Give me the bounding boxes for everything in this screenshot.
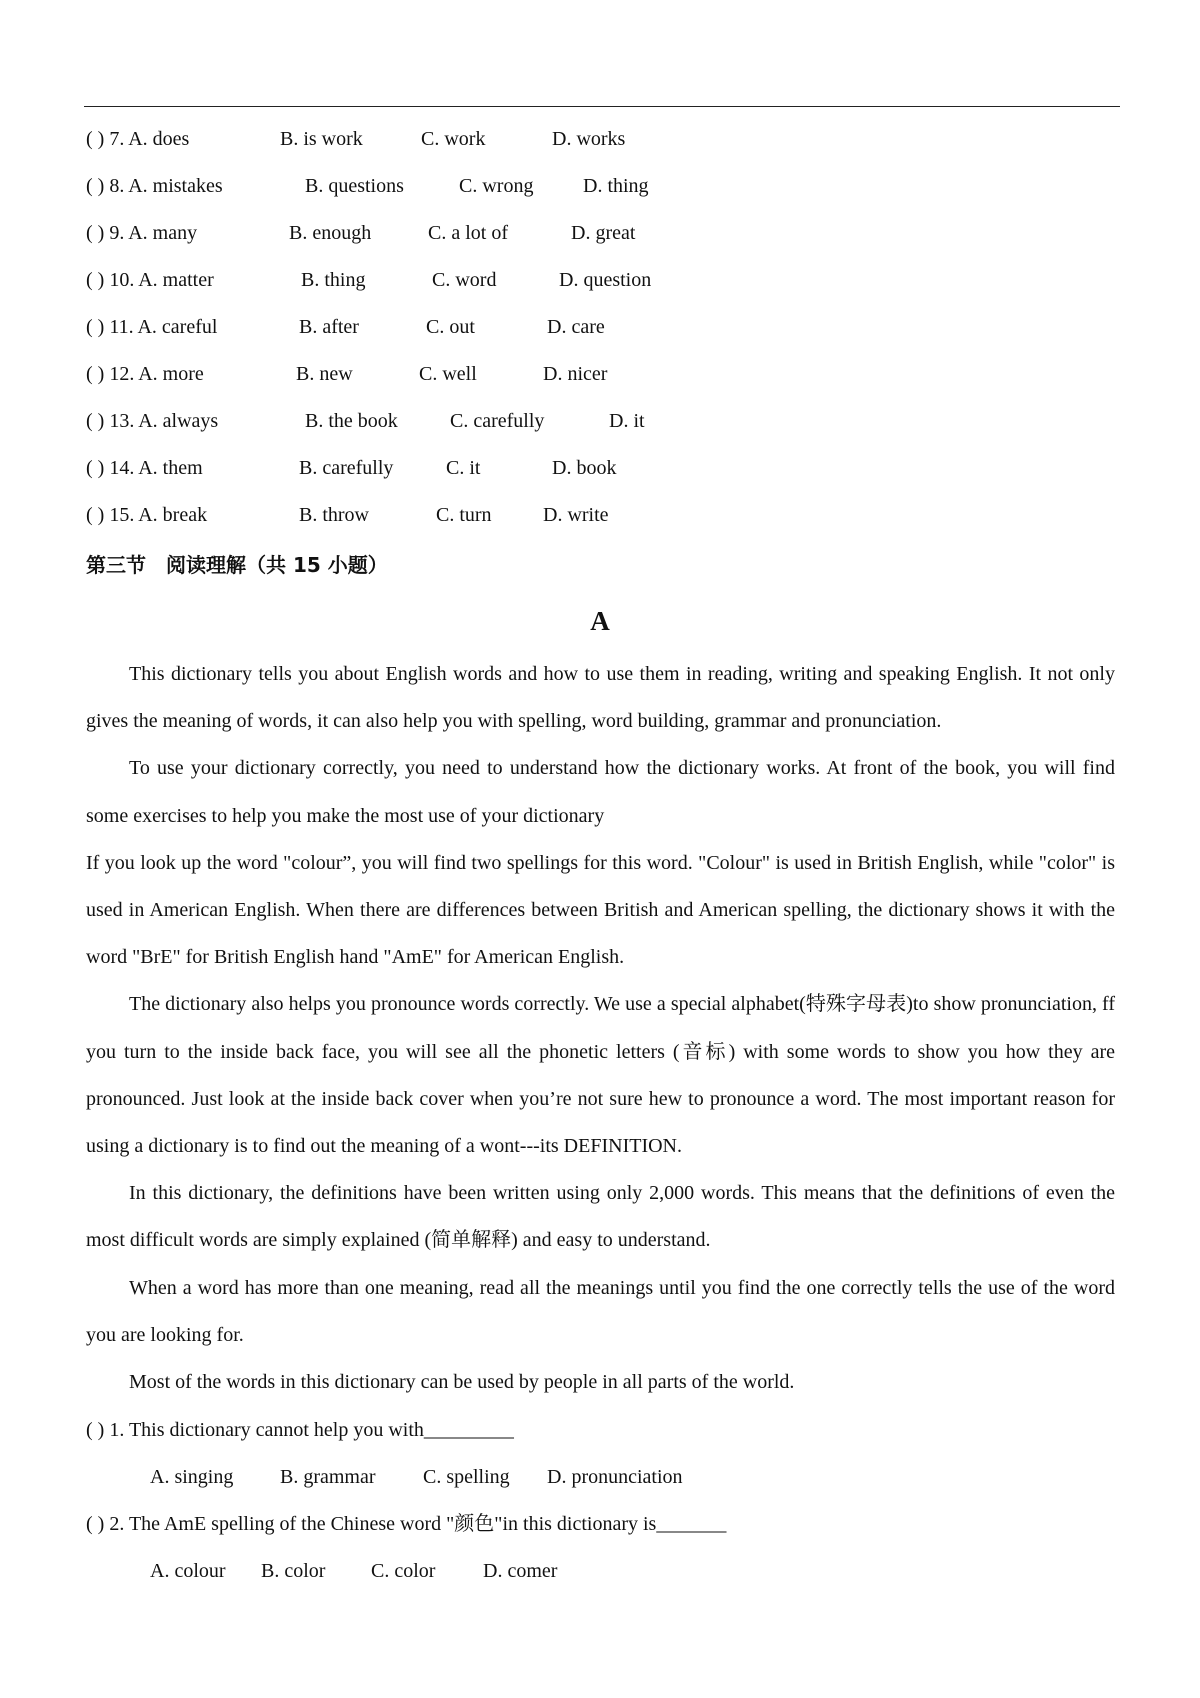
cloze-option-d: D. question <box>559 269 652 291</box>
cloze-stem: ( ) 14. A. them <box>86 457 203 479</box>
reading-passage <box>86 651 1115 1406</box>
passage-paragraph: Most of the words in this dictionary can be used by people in all parts of the world. <box>129 1371 795 1394</box>
cloze-stem: ( ) 11. A. careful <box>86 316 218 338</box>
cloze-stem: ( ) 8. A. mistakes <box>86 175 223 197</box>
cloze-option-d: D. book <box>552 457 617 479</box>
passage-paragraph: When a word has more than one meaning, read all the meanings until you find the one correctly tells the use of the word you are looking for. <box>86 1276 1115 1346</box>
option-c: C. color <box>371 1560 436 1582</box>
cloze-stem: ( ) 7. A. does <box>86 128 190 150</box>
passage-title: A <box>590 606 610 636</box>
option-d: D. pronunciation <box>547 1466 683 1488</box>
reading-question-1-stem: ( ) 1. This dictionary cannot help you with_________ <box>86 1419 514 1441</box>
cloze-stem: ( ) 13. A. always <box>86 410 219 432</box>
cloze-option-c: C. work <box>421 128 486 150</box>
cloze-option-c: C. it <box>446 457 481 479</box>
cloze-option-c: C. a lot of <box>428 222 508 244</box>
cloze-option-b: B. after <box>299 316 359 338</box>
cloze-stem: ( ) 12. A. more <box>86 363 204 385</box>
cloze-option-b: B. enough <box>289 222 372 244</box>
option-a: A. singing <box>150 1466 234 1488</box>
cloze-option-c: C. wrong <box>459 175 534 197</box>
cloze-stem: ( ) 15. A. break <box>86 504 208 526</box>
cloze-option-c: C. out <box>426 316 475 338</box>
cloze-option-b: B. is work <box>280 128 363 150</box>
option-b: B. grammar <box>280 1466 376 1488</box>
reading-question-2-stem: ( ) 2. The AmE spelling of the Chinese word "颜色"in this dictionary is_______ <box>86 1513 727 1535</box>
cloze-option-d: D. nicer <box>543 363 608 385</box>
cloze-option-d: D. care <box>547 316 605 338</box>
cloze-option-b: B. throw <box>299 504 369 526</box>
section-heading: 第三节 阅读理解（共 15 小题） <box>86 553 388 577</box>
passage-paragraph: If you look up the word "colour”, you will find two spellings for this word. "Colour" is used in British English, while "color" is used in American English. When there are differences between British and American spelling, the dictionary shows it with the word "BrE" for British English hand "AmE" for American English. <box>86 851 1115 969</box>
cloze-option-b: B. the book <box>305 410 398 432</box>
header-rule <box>84 106 1120 107</box>
passage-paragraph: This dictionary tells you about English words and how to use them in reading, writing and speaking English. It not only gives the meaning of words, it can also help you with spelling, word building, grammar and pronunciation. <box>86 663 1115 733</box>
option-d: D. comer <box>483 1560 558 1582</box>
option-a: A. colour <box>150 1560 226 1582</box>
passage-paragraph: In this dictionary, the definitions have been written using only 2,000 words. This means that the definitions of even the most difficult words are simply explained (简单解释) and easy to understand. <box>86 1182 1115 1252</box>
cloze-option-d: D. it <box>609 410 645 432</box>
cloze-option-c: C. carefully <box>450 410 545 432</box>
cloze-option-b: B. thing <box>301 269 366 291</box>
option-c: C. spelling <box>423 1466 510 1488</box>
cloze-option-b: B. questions <box>305 175 404 197</box>
passage-paragraph: The dictionary also helps you pronounce words correctly. We use a special alphabet(特殊字母表)to show pronunciation, ff you turn to the inside back face, you will see all the phonetic letters (音标) with some words to show you how they are pronounced. Just look at the inside back cover when you’re not sure hew to pronounce a word. The most important reason for using a dictionary is to find out the meaning of a wont---its DEFINITION. <box>86 993 1115 1158</box>
cloze-stem: ( ) 10. A. matter <box>86 269 214 291</box>
cloze-stem: ( ) 9. A. many <box>86 222 198 244</box>
option-b: B. color <box>261 1560 326 1582</box>
cloze-option-b: B. carefully <box>299 457 394 479</box>
passage-paragraph: To use your dictionary correctly, you need to understand how the dictionary works. At front of the book, you will find some exercises to help you make the most use of your dictionary <box>86 757 1115 827</box>
cloze-option-c: C. well <box>419 363 477 385</box>
cloze-option-c: C. word <box>432 269 497 291</box>
cloze-option-d: D. works <box>552 128 626 150</box>
cloze-option-d: D. write <box>543 504 609 526</box>
cloze-option-d: D. thing <box>583 175 649 197</box>
cloze-option-c: C. turn <box>436 504 492 526</box>
cloze-option-b: B. new <box>296 363 353 385</box>
cloze-option-d: D. great <box>571 222 636 244</box>
